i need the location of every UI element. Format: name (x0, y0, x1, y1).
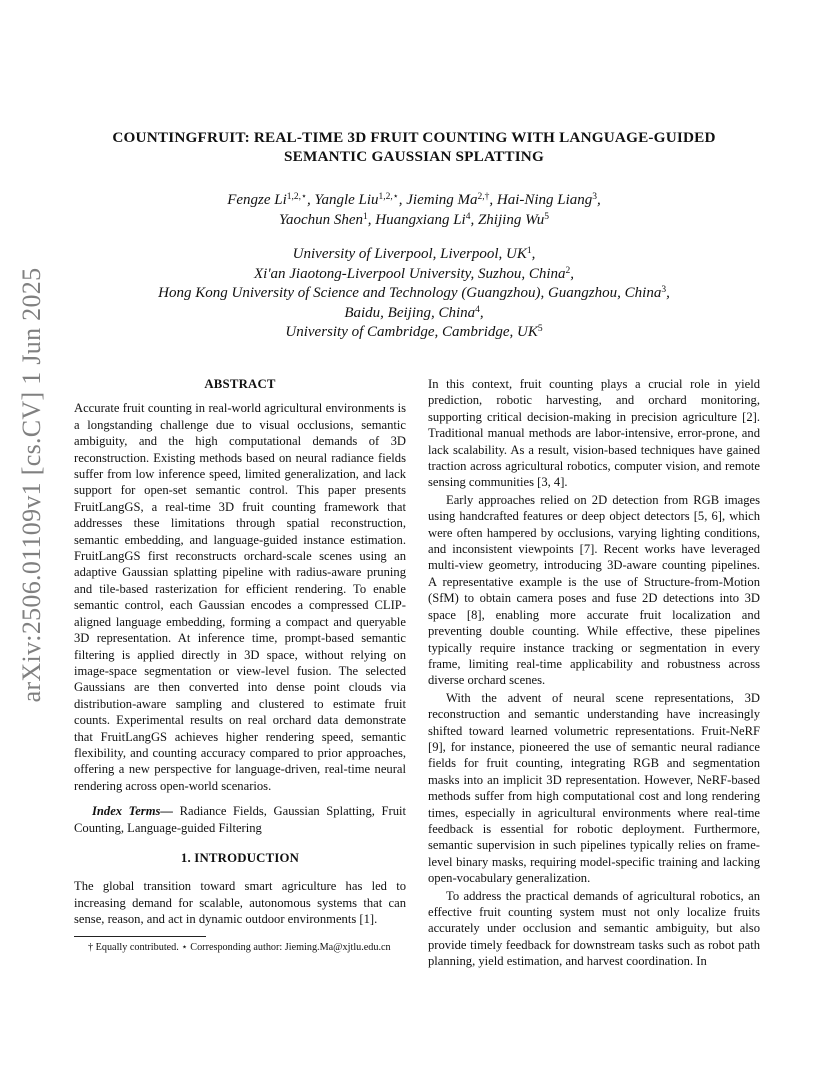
author-name: Zhijing Wu (477, 212, 545, 228)
affiliation-line (60, 245, 768, 265)
introduction-paragraph-1: The global transition toward smart agriculture has led to increasing demand for scalable, autonomous systems that can sense, reason, and act in dynamic outdoor environments [1]. (74, 879, 406, 927)
left-column (74, 376, 406, 954)
introduction-paragraph: Early approaches relied on 2D detection from RGB images using handcrafted features or deep object detectors [5, 6], which were often hampered by occlusions, varying lighting conditions, and inconsistent viewpoints [7]. Recent works have leveraged multi-view geometry, introducing 3D-aware counting pipelines. A representative example is the use of Structure-from-Motion (SfM) to obtain camera poses and fuse 2D detections into 3D space [8], enabling more accurate fruit localization and preventing double counting. While effective, these pipelines typically require instance tracking or segmentation in every frame, limiting real-time applicability and robustness across diverse orchard scenes. (428, 492, 760, 688)
right-column (428, 376, 760, 970)
affiliation-text: University of Liverpool, Liverpool, UK (292, 246, 527, 262)
author-name: Yaochun Shen (279, 212, 364, 228)
index-terms-label: Index Terms— (92, 804, 173, 819)
affiliation-sup: 3 (661, 285, 667, 295)
author-sup: 5 (544, 212, 549, 222)
affiliation-sup: 4 (475, 304, 480, 315)
index-terms (74, 803, 406, 836)
author-sup: 2,† (477, 192, 490, 202)
affiliation-line (60, 265, 768, 285)
paper-title (60, 128, 768, 166)
author-sup: 1,2,⋆ (378, 192, 399, 202)
author-line-2 (60, 210, 768, 230)
author-sup: 1,2,⋆ (286, 192, 307, 202)
author-line-1 (60, 190, 768, 210)
author-separator: , (489, 192, 497, 208)
author-separator: , (470, 212, 478, 228)
affiliation-text: Baidu, Beijing, China (344, 304, 476, 321)
affiliation-text: Hong Kong University of Science and Technology (Guangzhou), Guangzhou, China (158, 285, 662, 301)
paper-title-line-2: SEMANTIC GAUSSIAN SPLATTING (284, 148, 544, 165)
author-sup: 1 (363, 212, 368, 222)
affiliation-separator: , (666, 285, 670, 301)
introduction-paragraph: To address the practical demands of agricultural robotics, an effective fruit counting system must not only localize fruits accurately under occlusion and semantic ambiguity, but also provide timely feedback for downstream tasks such as robot path planning, yield estimation, and harvest coordination. In (428, 888, 760, 969)
affiliation-separator: , (531, 246, 536, 262)
author-name: Huangxiang Li (375, 212, 466, 228)
author-name: Fengze Li (227, 192, 287, 208)
author-sup: 4 (465, 212, 471, 222)
affiliation-separator: , (570, 265, 575, 282)
paper-title-line-1: COUNTINGFRUIT: REAL-TIME 3D FRUIT COUNTING WITH LANGUAGE-GUIDED (112, 129, 716, 146)
author-separator: , (398, 192, 407, 208)
author-name: Hai-Ning Liang (496, 192, 593, 208)
author-sup: 3 (592, 192, 598, 202)
introduction-paragraph: With the advent of neural scene representations, 3D reconstruction and semantic understanding have increasingly shifted toward learned volumetric representations. Fruit-NeRF [9], for instance, pioneered the use of semantic neural radiance fields for fruit counting, integrating RGB and segmentation masks into an implicit 3D representation. However, NeRF-based methods suffer from high computational cost and long rendering times, especially in agricultural environments where real-time feedback is essential for robotic deployment. Furthermore, semantic supervision in such pipelines typically relies on frame-level binary masks, requiring model-specific training and lacking open-vocabulary generalization. (428, 690, 760, 886)
introduction-paragraph: In this context, fruit counting plays a crucial role in yield prediction, robotic harvesting, and orchard monitoring, supporting critical decision-making in precision agriculture [2]. Traditional manual methods are labor-intensive, error-prone, and lack scalability. As a result, vision-based techniques have gained traction across agricultural robotics, computer vision, and remote sensing communities [3, 4]. (428, 377, 760, 490)
index-terms-text: Radiance Fields, Gaussian Splatting, Fruit Counting, Language-guided Filtering (74, 804, 406, 835)
affiliation-line (60, 304, 768, 324)
affiliation-sup: 5 (537, 324, 543, 334)
affiliation-line (60, 323, 768, 343)
affiliation-line (60, 284, 768, 304)
affiliation-text: Xi'an Jiaotong-Liverpool University, Suzhou, China (253, 265, 566, 282)
footnote-rule (74, 936, 206, 937)
affiliation-sup: 2 (565, 265, 571, 276)
affiliation-separator: , (479, 304, 484, 321)
arxiv-identifier: arXiv:2506.01109v1 [cs.CV] 1 Jun 2025 (17, 267, 46, 703)
author-list (60, 190, 768, 230)
introduction-heading: 1. INTRODUCTION (180, 850, 300, 865)
footnote: † Equally contributed. ⋆ Corresponding author: Jieming.Ma@xjtlu.edu.cn (88, 941, 391, 953)
affiliation-text: University of Cambridge, Cambridge, UK (285, 324, 538, 340)
affiliation-list (60, 245, 768, 343)
author-separator: , (597, 192, 601, 208)
abstract-text: Accurate fruit counting in real-world agricultural environments is a longstanding challenge due to visual occlusions, semantic ambiguity, and the high computational demands of 3D reconstruction. Existing methods based on neural radiance fields suffer from low inference speed, limited generalization, and lack support for open-set semantic control. This paper presents FruitLangGS, a real-time 3D fruit counting framework that addresses these limitations through spatial reconstruction, semantic embedding, and language-guided instance estimation. FruitLangGS first reconstructs orchard-scale scenes using an adaptive Gaussian splatting pipeline with radius-aware pruning and tile-based rasterization for efficient rendering. To enable semantic control, each Gaussian encodes a compressed CLIP-aligned language embedding, forming a compact and queryable 3D representation. At inference time, prompt-based semantic filtering is applied directly in 3D space, without relying on image-space segmentation or view-level fusion. The selected Gaussians are then converted into dense point clouds via distribution-aware sampling and clustered to estimate fruit counts. Experimental results on real orchard data demonstrate that FruitLangGS achieves higher rendering speed, semantic flexibility, and counting accuracy compared to prior approaches, offering a new perspective for language-driven, real-time neural rendering across open-world scenarios. (74, 401, 406, 793)
author-separator: , (306, 192, 315, 208)
author-name: Jieming Ma (406, 192, 478, 208)
abstract-heading: ABSTRACT (204, 377, 276, 391)
arxiv-sidebar-stamp (12, 267, 52, 703)
author-separator: , (367, 212, 376, 228)
author-name: Yangle Liu (314, 192, 379, 208)
affiliation-sup: 1 (526, 246, 532, 256)
